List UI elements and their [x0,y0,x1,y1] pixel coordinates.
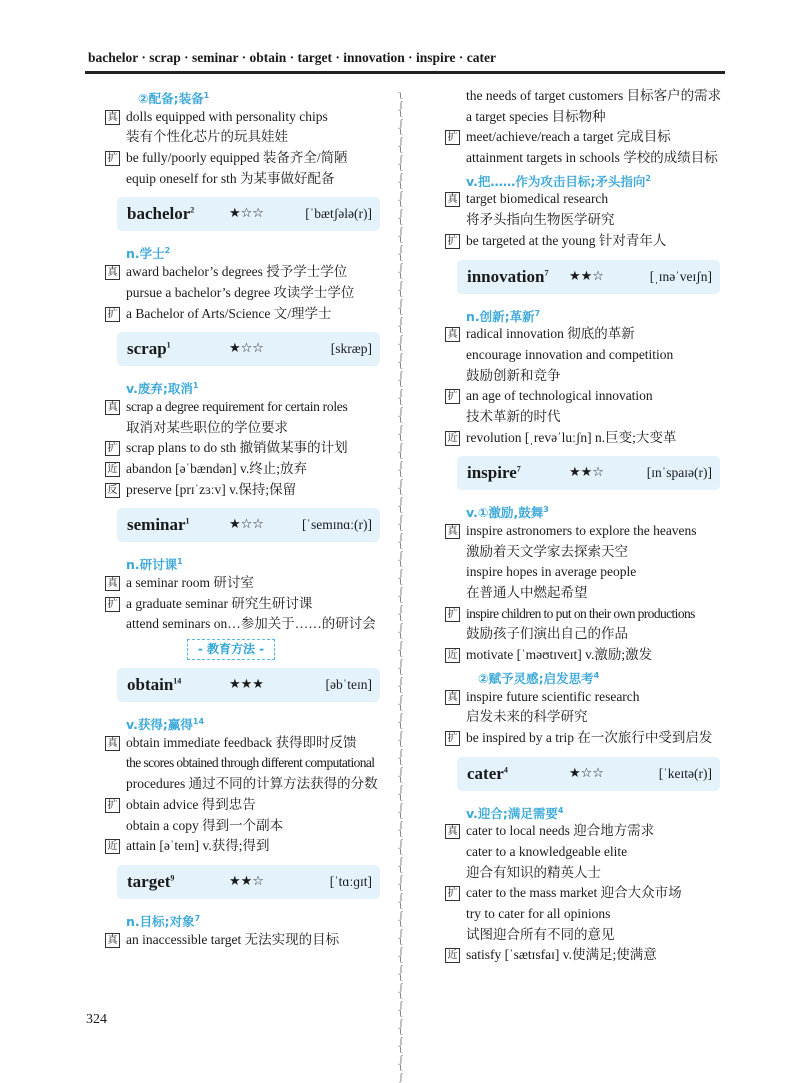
example-line: 真 scrap a degree requirement for certain roles [100,397,385,418]
sense-label: v.迎合;满足需要$^4$ [466,805,564,821]
kuo-tag: 扩 [105,798,120,813]
example-line: 扩 a graduate seminar 研究生研讨课 [100,594,385,615]
pronunciation: [əbˈteɪn] [325,677,372,693]
example-line: procedures 通过不同的计算方法获得的分数 [126,776,378,792]
example-line: 近 satisfy [ˈsætɪsfaɪ] v.使满足;使满意 [440,945,725,966]
example-line: 迎合有知识的精英人士 [466,864,601,880]
example-line: attainment targets in schools 学校的成绩目标 [466,150,718,166]
example-line: 近 abandon [əˈbændən] v.终止;放弃 [100,459,385,480]
frequency-stars: ★☆☆ [229,341,264,357]
example-line: 扩 inspire children to put on their own productions [440,604,725,625]
pronunciation: [ˈtɑːɡɪt] [329,873,372,889]
zhen-tag: 真 [105,576,120,591]
example-line: cater to a knowledgeable elite [466,843,628,859]
example-line: 激励着天文学家去探索天空 [466,543,628,559]
entry-header-bachelor [117,197,380,231]
example-line: 近 attain [əˈteɪn] v.获得;得到 [100,836,385,857]
entry-header-cater [457,757,720,791]
kuo-tag: 扩 [105,597,120,612]
example-line: 技术革新的时代 [466,408,561,424]
example-line: equip oneself for sth 为某事做好配备 [126,170,335,186]
example-line: 扩 an age of technological innovation [440,386,725,407]
example-line: the scores obtained through different computational [126,755,375,771]
frequency-stars: ★☆☆ [569,765,604,781]
example-line: 扩 be inspired by a trip 在一次旅行中受到启发 [440,728,725,749]
sense-label: ②配备;装备$^1$ [138,91,210,107]
kuo-tag: 扩 [445,607,460,622]
frequency-stars: ★☆☆ [229,206,264,222]
jin-tag: 近 [445,648,460,663]
example-line: attend seminars on…参加关于……的研讨会 [126,616,376,632]
zhen-tag: 真 [445,192,460,207]
jin-tag: 近 [445,948,460,963]
pronunciation: [ˌɪnəˈveɪʃn] [649,268,712,284]
example-line: obtain a copy 得到一个副本 [126,817,284,833]
example-line: 扩 a Bachelor of Arts/Science 文/理学士 [100,304,385,325]
entry-header-scrap [117,332,380,366]
zhen-tag: 真 [445,524,460,539]
example-line: 真 a seminar room 研讨室 [100,573,385,594]
example-line: 反 preserve [prɪˈzɜːv] v.保持;保留 [100,480,385,501]
zhen-tag: 真 [105,110,120,125]
example-line: try to cater for all opinions [466,906,611,921]
zhen-tag: 真 [105,736,120,751]
kuo-tag: 扩 [445,389,460,404]
pronunciation: [ˈkeɪtə(r)] [658,765,712,781]
example-line: 在普通人中燃起希望 [466,585,588,601]
zhen-tag: 真 [105,933,120,948]
entry-header-target [117,865,380,899]
example-line: 真 award bachelor’s degrees 授予学士学位 [100,262,385,283]
example-line: 真 inspire astronomers to explore the heavens [440,521,725,542]
kuo-tag: 扩 [445,886,460,901]
example-line: 真 radical innovation 彻底的革新 [440,324,725,345]
headword: bachelor$^2$ [127,204,195,224]
headword: target$^9$ [127,871,175,891]
kuo-tag: 扩 [445,234,460,249]
example-line: 装有个性化芯片的玩具娃娃 [126,129,288,145]
topic-label: - 教育方法 - [187,639,275,660]
example-line: 鼓励孩子们演出自己的作品 [466,626,628,642]
pronunciation: [ˈbætʃələ(r)] [305,206,372,222]
headword: innovation$^7$ [467,266,549,286]
pronunciation: [skræp] [330,341,372,357]
sense-label: v.①激励,鼓舞$^3$ [466,505,549,521]
zhen-tag: 真 [105,265,120,280]
sense-label: v.废弃;取消$^1$ [126,381,199,397]
example-line: 试图迎合所有不同的意见 [466,926,615,942]
sense-label: n.研讨课$^1$ [126,557,183,573]
headword: inspire$^7$ [467,463,521,483]
example-line: the needs of target customers 目标客户的需求 [466,88,722,103]
example-line: 真 dolls equipped with personality chips [100,107,385,128]
example-line: 近 revolution [ˌrevəˈluːʃn] n.巨变;大变革 [440,428,725,449]
headword: seminar$^1$ [127,515,190,535]
frequency-stars: ★★★ [229,677,264,693]
example-line: 扩 scrap plans to do sth 撤销做某事的计划 [100,438,385,459]
column-divider: ʅ ʃ ʅ ʃ ʅ ʃ ʅ ʃ ʅ ʃ ʅ ʃ ʅ ʃ ʅ ʃ ʅ ʃ ʅ ʃ ʅ ʃ ʅ ʃ ʅ ʃ ʅ ʃ ʅ ʃ ʅ ʃ ʅ ʃ ʅ ʃ ʅ ʃ ʅ ʃ ʅ ʃ ʅ ʃ ʅ ʃ ʅ ʃ ʅ ʃ ʅ ʃ ʅ ʃ ʅ ʃ ʅ ʃ ʅ ʃ ʅ ʃ ʅ ʃ ʅ ʃ ʅ ʃ ʅ ʃ ʅ ʃ ʅ ʃ ʅ ʃ ʅ ʃ ʅ ʃ ʅ ʃ ʅ ʃ ʅ ʃ ʅ ʃ ʅ ʃ ʅ ʃ ʅ ʃ ʅ ʃ ʅ ʃ ʅ ʃ ʅ ʃ ʅ ʃ ʅ ʃ ʅ ʃ ʅ ʃ [398,90,404,1083]
left-column [100,86,385,950]
example-line: a target species 目标物种 [466,108,606,124]
kuo-tag: 扩 [105,151,120,166]
jin-tag: 近 [105,839,120,854]
page-number: 324 [86,1012,107,1027]
pronunciation: [ɪnˈspaɪə(r)] [646,465,712,481]
entry-header-obtain [117,668,380,702]
zhen-tag: 真 [445,824,460,839]
example-line: 真 target biomedical research [440,189,725,210]
header-rule [85,71,725,74]
kuo-tag: 扩 [105,441,120,456]
example-line: inspire hopes in average people [466,564,637,580]
example-line: 扩 meet/achieve/reach a target 完成目标 [440,127,725,148]
example-line: 鼓励创新和竞争 [466,367,561,383]
example-line: encourage innovation and competition [466,346,674,362]
frequency-stars: ★☆☆ [229,517,264,533]
fan-tag: 反 [105,483,120,498]
sense-label: n.目标;对象$^7$ [126,913,201,930]
example-line: 近 motivate [ˈməʊtɪveɪt] v.激励;激发 [440,645,725,666]
zhen-tag: 真 [445,690,460,705]
zhen-tag: 真 [445,327,460,342]
example-line: pursue a bachelor’s degree 攻读学士学位 [126,284,355,300]
example-line: 真 obtain immediate feedback 获得即时反馈 [100,733,385,754]
sense-label: n.学士$^2$ [126,246,171,262]
kuo-tag: 扩 [445,731,460,746]
kuo-tag: 扩 [445,130,460,145]
pronunciation: [ˈsemɪnɑː(r)] [301,517,372,533]
headword: obtain$^{14}$ [127,675,182,695]
right-column [440,86,725,966]
kuo-tag: 扩 [105,307,120,322]
headword: cater$^4$ [467,763,508,783]
frequency-stars: ★★☆ [229,873,264,889]
example-line: 真 inspire future scientific research [440,687,725,708]
example-line: 真 cater to local needs 迎合地方需求 [440,821,725,842]
frequency-stars: ★★☆ [569,465,604,481]
example-line: 扩 cater to the mass market 迎合大众市场 [440,883,725,904]
headword: scrap$^1$ [127,339,171,359]
sense-label: ②赋予灵感;启发思考$^4$ [478,670,600,686]
sense-label: v.把……作为攻击目标;矛头指向$^2$ [466,173,651,189]
example-line: 启发未来的科学研究 [466,709,588,725]
example-line: 将矛头指向生物医学研究 [466,212,615,228]
jin-tag: 近 [105,462,120,477]
example-line: 扩 obtain advice 得到忠告 [100,795,385,816]
example-line: 取消对某些职位的学位要求 [126,419,288,435]
frequency-stars: ★★☆ [569,268,604,284]
entry-header-seminar [117,508,380,542]
sense-label: n.创新;革新$^7$ [466,308,541,324]
entry-header-inspire [457,456,720,490]
running-header: bachelor · scrap · seminar · obtain · target · innovation · inspire · cater [88,50,496,65]
example-line: 扩 be fully/poorly equipped 装备齐全/简陋 [100,148,385,169]
example-line: 真 an inaccessible target 无法实现的目标 [100,930,385,951]
zhen-tag: 真 [105,400,120,415]
entry-header-innovation [457,260,720,294]
example-line: 扩 be targeted at the young 针对青年人 [440,231,725,252]
sense-label: v.获得;赢得$^{14}$ [126,717,205,733]
jin-tag: 近 [445,431,460,446]
